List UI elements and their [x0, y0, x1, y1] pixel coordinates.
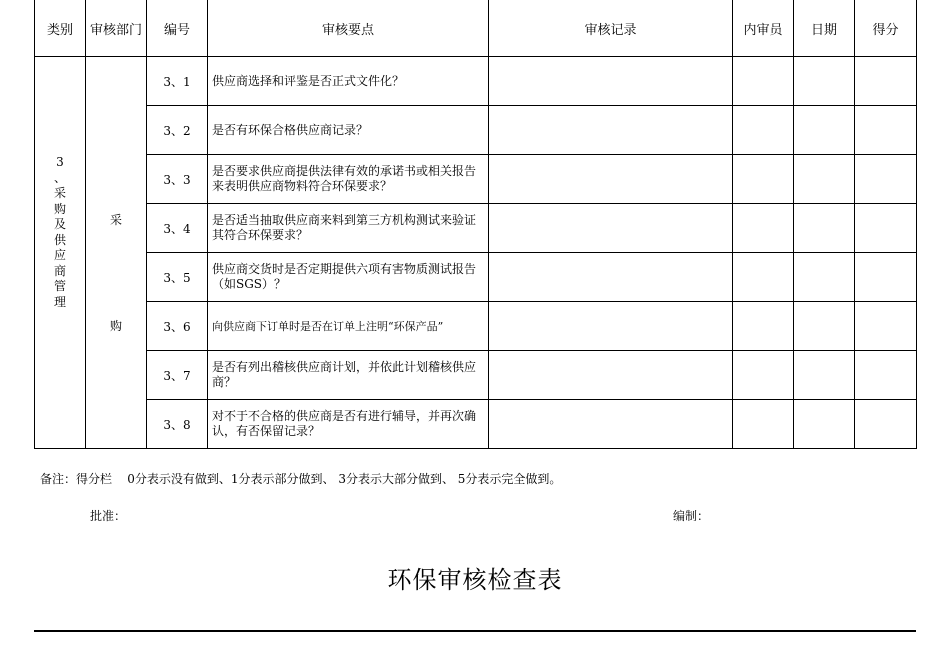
dept-char: 购 — [109, 318, 122, 333]
row-point: 是否适当抽取供应商来料到第三方机构测试来验证其符合环保要求？ — [208, 204, 489, 253]
table-row — [35, 204, 917, 253]
date-cell[interactable] — [794, 302, 855, 351]
row-point: 供应商交货时是否定期提供六项有害物质测试报告（如SGS）？ — [208, 253, 489, 302]
auditor-cell[interactable] — [733, 302, 794, 351]
record-cell[interactable] — [489, 302, 733, 351]
record-cell[interactable] — [489, 253, 733, 302]
header-score: 得分 — [855, 0, 917, 57]
score-cell[interactable] — [855, 302, 917, 351]
compile-label: 编制： — [673, 509, 710, 523]
header-point: 审核要点 — [208, 0, 489, 57]
header-record: 审核记录 — [489, 0, 733, 57]
table-row — [35, 57, 917, 106]
score-cell[interactable] — [855, 106, 917, 155]
auditor-cell[interactable] — [733, 351, 794, 400]
date-cell[interactable] — [794, 155, 855, 204]
row-point: 是否要求供应商提供法律有效的承诺书或相关报告来表明供应商物料符合环保要求？ — [208, 155, 489, 204]
record-cell[interactable] — [489, 155, 733, 204]
header-date: 日期 — [794, 0, 855, 57]
category-cell — [35, 57, 86, 449]
table-row — [35, 106, 917, 155]
header-category: 类别 — [35, 0, 86, 57]
category-char: 商 — [53, 263, 66, 278]
row-number: 3、2 — [147, 106, 208, 155]
score-cell[interactable] — [855, 155, 917, 204]
audit-table — [34, 0, 917, 449]
row-number: 3、8 — [147, 400, 208, 449]
date-cell[interactable] — [794, 106, 855, 155]
category-char: 供 — [53, 232, 66, 247]
record-cell[interactable] — [489, 351, 733, 400]
score-cell[interactable] — [855, 253, 917, 302]
category-char: 采 — [53, 186, 66, 200]
category-char: 、 — [53, 170, 66, 185]
header-row — [35, 0, 917, 57]
approve-label: 批准： — [90, 509, 127, 523]
record-cell[interactable] — [489, 106, 733, 155]
score-note: 备注：得分栏 0分表示没有做到、1分表示部分做到、 3分表示大部分做到、 5分表示完全做到。 — [40, 472, 562, 486]
row-point: 是否有列出稽核供应商计划，并依此计划稽核供应商？ — [208, 351, 489, 400]
row-point: 供应商选择和评鉴是否正式文件化？ — [208, 57, 489, 106]
auditor-cell[interactable] — [733, 400, 794, 449]
row-point: 向供应商下订单时是否在订单上注明“环保产品” — [208, 302, 489, 351]
row-number: 3、6 — [147, 302, 208, 351]
table-row — [35, 253, 917, 302]
auditor-cell[interactable] — [733, 253, 794, 302]
score-cell[interactable] — [855, 204, 917, 253]
bottom-rule — [34, 630, 916, 632]
category-char: 购 — [53, 201, 66, 216]
row-point: 对不于不合格的供应商是否有进行辅导，并再次确认，有否保留记录？ — [208, 400, 489, 449]
date-cell[interactable] — [794, 57, 855, 106]
row-point: 是否有环保合格供应商记录？ — [208, 106, 489, 155]
dept-char: 采 — [109, 213, 122, 227]
table-row — [35, 155, 917, 204]
row-number: 3、1 — [147, 57, 208, 106]
date-cell[interactable] — [794, 204, 855, 253]
row-number: 3、5 — [147, 253, 208, 302]
date-cell[interactable] — [794, 351, 855, 400]
date-cell[interactable] — [794, 400, 855, 449]
auditor-cell[interactable] — [733, 204, 794, 253]
score-cell[interactable] — [855, 400, 917, 449]
category-char: 理 — [53, 294, 66, 309]
category-char: 及 — [53, 217, 66, 231]
dept-cell — [86, 57, 147, 449]
category-char: 管 — [53, 279, 66, 293]
score-cell[interactable] — [855, 57, 917, 106]
auditor-cell[interactable] — [733, 106, 794, 155]
score-cell[interactable] — [855, 351, 917, 400]
table-row — [35, 302, 917, 351]
category-char: 3 — [56, 155, 64, 169]
record-cell[interactable] — [489, 57, 733, 106]
auditor-cell[interactable] — [733, 57, 794, 106]
document-title: 环保审核检查表 — [387, 566, 563, 594]
header-number: 编号 — [147, 0, 208, 57]
auditor-cell[interactable] — [733, 155, 794, 204]
table-row — [35, 400, 917, 449]
row-number: 3、4 — [147, 204, 208, 253]
row-number: 3、3 — [147, 155, 208, 204]
header-auditor: 内审员 — [733, 0, 794, 57]
date-cell[interactable] — [794, 253, 855, 302]
table-row — [35, 351, 917, 400]
row-number: 3、7 — [147, 351, 208, 400]
header-dept: 审核部门 — [86, 0, 147, 57]
category-char: 应 — [53, 248, 66, 262]
record-cell[interactable] — [489, 400, 733, 449]
record-cell[interactable] — [489, 204, 733, 253]
